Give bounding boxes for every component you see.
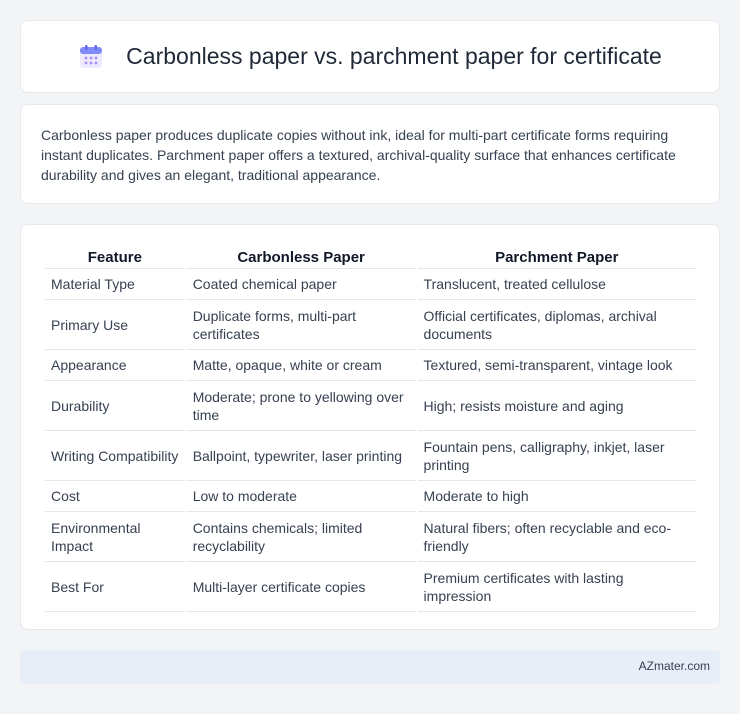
table-row (45, 512, 696, 562)
comparison-table (43, 245, 698, 612)
intro-text: Carbonless paper produces duplicate copies without ink, ideal for multi-part certificate forms requiring instant duplicates. Parchment paper offers a textured, archival-quality surface that enhances certificate durability and gives an elegant, traditional appearance. (41, 127, 676, 183)
parchment-cell: Moderate to high (418, 481, 696, 512)
column-header: Feature (45, 245, 185, 269)
table-row (45, 481, 696, 512)
feature-cell: Appearance (45, 350, 185, 381)
table-header-row (45, 245, 696, 269)
parchment-cell: Official certificates, diplomas, archival documents (418, 300, 696, 350)
title-card (20, 20, 720, 93)
table-row (45, 431, 696, 481)
table-row (45, 381, 696, 431)
table-row (45, 300, 696, 350)
carbonless-cell: Multi-layer certificate copies (187, 562, 416, 612)
column-header: Carbonless Paper (187, 245, 416, 269)
feature-cell: Environmental Impact (45, 512, 185, 562)
carbonless-cell: Ballpoint, typewriter, laser printing (187, 431, 416, 481)
footer (20, 650, 720, 684)
feature-cell: Cost (45, 481, 185, 512)
carbonless-cell: Low to moderate (187, 481, 416, 512)
feature-cell: Writing Compatibility (45, 431, 185, 481)
column-header: Parchment Paper (418, 245, 696, 269)
feature-cell: Best For (45, 562, 185, 612)
footer-brand: AZmater.com (638, 659, 710, 673)
parchment-cell: Textured, semi-transparent, vintage look (418, 350, 696, 381)
feature-cell: Durability (45, 381, 185, 431)
feature-cell: Primary Use (45, 300, 185, 350)
table-row (45, 562, 696, 612)
table-row (45, 269, 696, 300)
parchment-cell: High; resists moisture and aging (418, 381, 696, 431)
table-row (45, 350, 696, 381)
calendar-icon (78, 44, 104, 70)
carbonless-cell: Duplicate forms, multi-part certificates (187, 300, 416, 350)
feature-cell: Material Type (45, 269, 185, 300)
parchment-cell: Fountain pens, calligraphy, inkjet, laser printing (418, 431, 696, 481)
carbonless-cell: Coated chemical paper (187, 269, 416, 300)
parchment-cell: Premium certificates with lasting impression (418, 562, 696, 612)
table-card (20, 224, 720, 630)
page-title: Carbonless paper vs. parchment paper for certificate (126, 43, 662, 69)
carbonless-cell: Moderate; prone to yellowing over time (187, 381, 416, 431)
carbonless-cell: Contains chemicals; limited recyclability (187, 512, 416, 562)
intro-card (20, 104, 720, 204)
parchment-cell: Translucent, treated cellulose (418, 269, 696, 300)
carbonless-cell: Matte, opaque, white or cream (187, 350, 416, 381)
parchment-cell: Natural fibers; often recyclable and eco-friendly (418, 512, 696, 562)
